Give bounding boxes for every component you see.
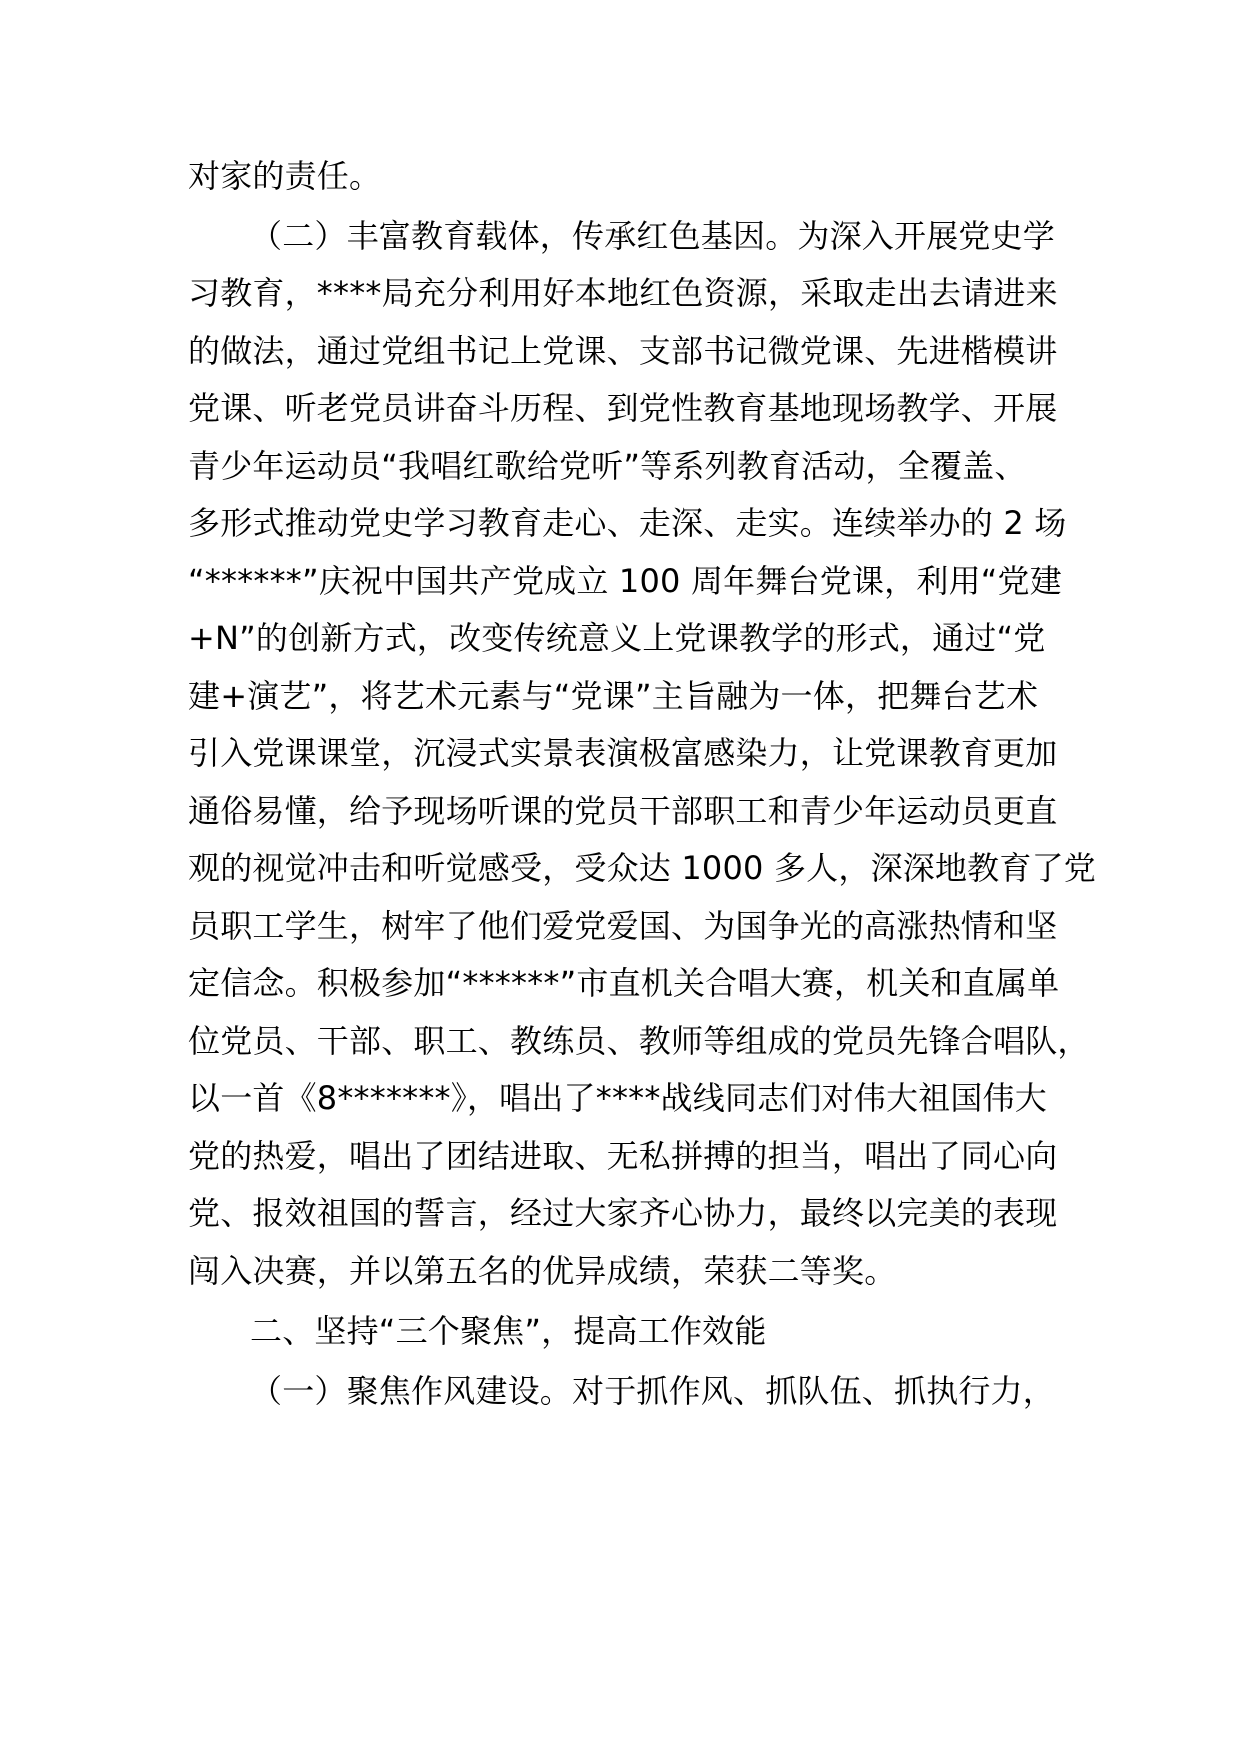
paragraph-line: +N”的创新方式，改变传统意义上党课教学的形式，通过“党 bbox=[188, 619, 1046, 657]
paragraph-line: 对家的责任。 bbox=[188, 157, 382, 195]
paragraph-line: “******”庆祝中国共产党成立 100 周年舞台党课，利用“党建 bbox=[188, 562, 1062, 600]
paragraph-line: 党的热爱，唱出了团结进取、无私拼搏的担当，唱出了同心向 bbox=[188, 1137, 1058, 1175]
paragraph-line: 以一首《8*******》，唱出了****战线同志们对伟大祖国伟大 bbox=[188, 1079, 1047, 1117]
paragraph-line: 青少年运动员“我唱红歌给党听”等系列教育活动，全覆盖、 bbox=[188, 447, 1027, 485]
section-heading: 二、坚持“三个聚焦”，提高工作效能 bbox=[250, 1312, 767, 1350]
subsection-heading-line: （一）聚焦作风建设。对于抓作风、抓队伍、抓执行力， bbox=[250, 1372, 1056, 1410]
paragraph-line: 位党员、干部、职工、教练员、教师等组成的党员先锋合唱队， bbox=[188, 1022, 1090, 1060]
paragraph-line: （二）丰富教育载体，传承红色基因。为深入开展党史学 bbox=[250, 217, 1056, 255]
paragraph-line: 观的视觉冲击和听觉感受，受众达 1000 多人，深深地教育了党 bbox=[188, 849, 1096, 887]
paragraph-line: 党课、听老党员讲奋斗历程、到党性教育基地现场教学、开展 bbox=[188, 389, 1058, 427]
paragraph-line: 引入党课课堂，沉浸式实景表演极富感染力，让党课教育更加 bbox=[188, 734, 1058, 772]
paragraph-line: 多形式推动党史学习教育走心、走深、走实。连续举办的 2 场 bbox=[188, 504, 1067, 542]
paragraph-line: 的做法，通过党组书记上党课、支部书记微党课、先进楷模讲 bbox=[188, 332, 1058, 370]
paragraph-line: 定信念。积极参加“******”市直机关合唱大赛，机关和直属单 bbox=[188, 964, 1060, 1002]
paragraph-line: 通俗易懂，给予现场听课的党员干部职工和青少年运动员更直 bbox=[188, 792, 1058, 830]
paragraph-line: 建+演艺”，将艺术元素与“党课”主旨融为一体，把舞台艺术 bbox=[188, 677, 1039, 715]
paragraph-line: 员职工学生，树牢了他们爱党爱国、为国争光的高涨热情和坚 bbox=[188, 907, 1058, 945]
paragraph-line: 习教育，****局充分利用好本地红色资源，采取走出去请进来 bbox=[188, 274, 1058, 312]
paragraph-line: 党、报效祖国的誓言，经过大家齐心协力，最终以完美的表现 bbox=[188, 1194, 1058, 1232]
paragraph-line: 闯入决赛，并以第五名的优异成绩，荣获二等奖。 bbox=[188, 1252, 897, 1290]
